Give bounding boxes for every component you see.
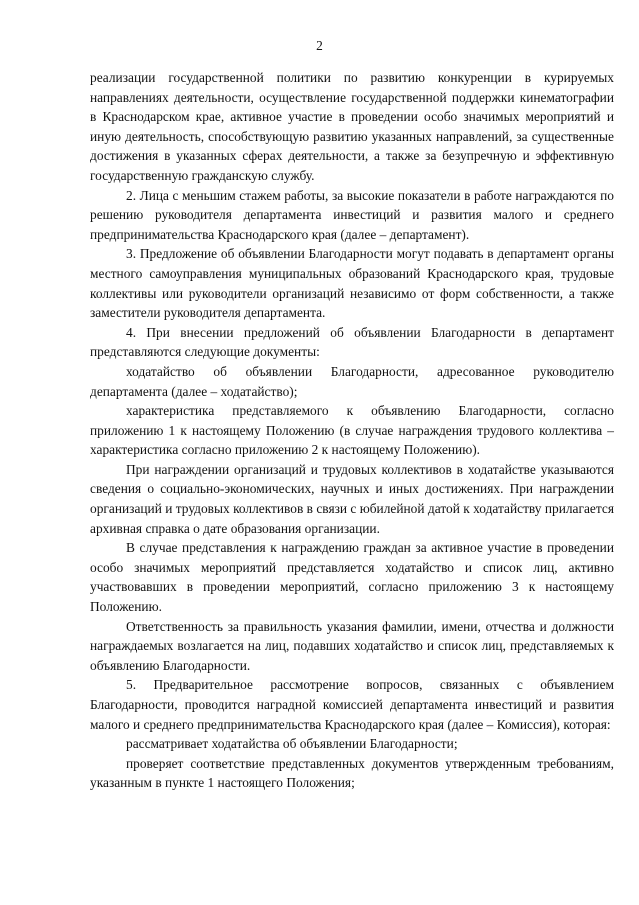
paragraph-checks: проверяет соответствие представленных документов утвержденным требованиям, указанным в пункте 1 настоящего Положения;	[90, 755, 614, 791]
paragraph-item-4: 4. При внесении предложений об объявлении Благодарности в департамент представляются следующие документы:	[90, 324, 614, 360]
paragraph-considers: рассматривает ходатайства об объявлении Благодарности;	[126, 736, 458, 752]
paragraph-continuation: реализации государственной политики по развитию конкуренции в курируемых направлениях деятельности, осуществление государственной поддержки кинематографии в Краснодарском крае, активное участие в проведении особо значимых мероприятий и иную деятельность, способствующую развитию указанных направлений, за существенные достижения в указанных сферах деятельности, а также за безупречную и эффективную государственную гражданскую службу.	[90, 70, 614, 183]
paragraph-responsibility: Ответственность за правильность указания фамилии, имени, отчества и должности награждаемых возлагается на лиц, подавших ходатайство и список лиц, представляемых к объявлению Благодарности.	[90, 618, 614, 673]
document-body	[90, 68, 614, 793]
paragraph-item-2: 2. Лица с меньшим стажем работы, за высокие показатели в работе награждаются по решению руководителя департамента инвестиций и развития малого и среднего предпринимательства Краснодарского края (далее – департамент).	[90, 187, 614, 242]
paragraph-item-5: 5. Предварительное рассмотрение вопросов, связанных с объявлением Благодарности, проводится наградной комиссией департамента инвестиций и развития малого и среднего предпринимательства Краснодарского края (далее – Комиссия), которая:	[90, 677, 614, 732]
paragraph-organizations: При награждении организаций и трудовых коллективов в ходатайстве указываются сведения о социально-экономических, научных и иных достижениях. При награждении организаций и трудовых коллективов в связи с юбилейной датой к ходатайству прилагается архивная справка о дате образования организации.	[90, 461, 614, 536]
page-number: 2	[316, 38, 323, 53]
paragraph-item-3: 3. Предложение об объявлении Благодарности могут подавать в департамент органы местного самоуправления муниципальных образований Краснодарского края, трудовые коллективы или руководители организаций независимо от форм собственности, а также заместители руководителя департамента.	[90, 246, 614, 321]
paragraph-characteristic: характеристика представляемого к объявлению Благодарности, согласно приложению 1 к настоящему Положению (в случае награждения трудового коллектива – характеристика согласно приложению 2 к настоящему Положению).	[90, 403, 614, 458]
paragraph-citizens: В случае представления к награждению граждан за активное участие в проведении особо значимых мероприятий представляется ходатайство и список лиц, активно участвовавших в проведении мероприятий, согласно приложению 3 к настоящему Положению.	[90, 540, 614, 615]
paragraph-petition: ходатайство об объявлении Благодарности, адресованное руководителю департамента (далее – ходатайство);	[90, 363, 614, 399]
